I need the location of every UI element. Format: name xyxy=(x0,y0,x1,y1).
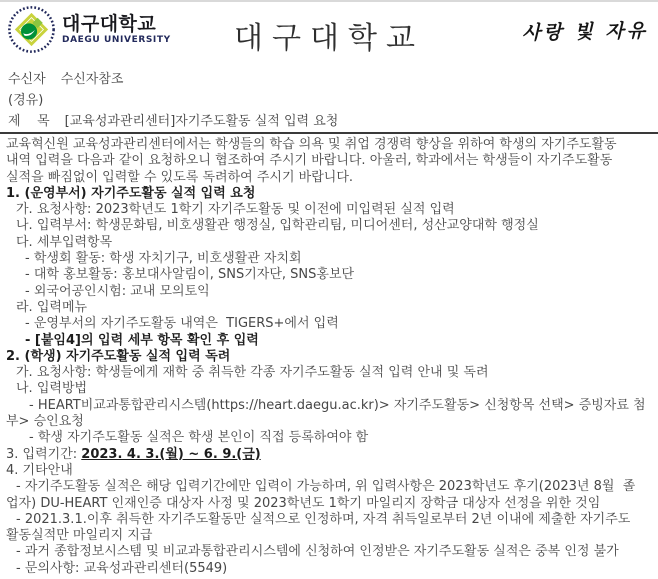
recipient-line xyxy=(8,69,650,90)
doc-line: - 학생 자기주도활동 실적은 학생 본인이 직접 등록하여야 함 xyxy=(29,430,369,446)
doc-line: 실적을 빠짐없이 입력할 수 있도록 독려하여 주시기 바랍니다. xyxy=(6,169,354,185)
doc-line: - 외국어공인시험: 교내 모의토익 xyxy=(25,283,210,299)
doc-line: 가. 요청사항: 학생들에게 재학 중 취득한 각종 자기주도활동 실적 입력 안내 및 독려 xyxy=(16,365,489,381)
doc-line: - 학생회 활동: 학생 자치기구, 비호생활관 자치회 xyxy=(25,251,302,267)
document-header xyxy=(0,2,658,60)
document-title: 대구대학교 xyxy=(234,21,424,56)
doc-line: - 자기주도활동 실적은 해당 입력기간에만 입력이 가능하며, 위 입력사항은 2023학년도 후기(2023년 8월 졸 xyxy=(16,479,636,495)
doc-line: 2. (학생) 자기주도활동 실적 입력 독려 xyxy=(6,348,231,364)
doc-line: - HEART비교과통합관리시스템(https://heart.daegu.ac.kr)> 자기주도활동> 신청항목 선택> 증빙자료 첨 xyxy=(29,397,646,413)
doc-line: 다. 세부입력항목 xyxy=(16,234,113,250)
doc-line: 나. 입력방법 xyxy=(16,381,88,397)
subject-label: 제 목 xyxy=(8,114,50,129)
doc-line: - 과거 종합정보시스템 및 비교과통합관리시스템에 신청하여 인정받은 자기주도활동 실적은 중복 인정 불가 xyxy=(16,544,619,560)
logo-name-korean: 대구대학교 xyxy=(62,12,157,35)
logo-name-english: DAEGU UNIVERSITY xyxy=(62,34,171,45)
doc-line: 3. 입력기간: 2023. 4. 3.(월) ~ 6. 9.(금) xyxy=(6,446,261,462)
doc-line: 업자) DU-HEART 인재인증 대상자 사정 및 2023학년도 1학기 마일리지 장학금 대상자 선정을 위한 것임 xyxy=(6,495,601,511)
doc-line: 내역 입력을 다음과 같이 요청하오니 협조하여 주시기 바랍니다. 아울러, 학과에서는 학생들이 자기주도활동 xyxy=(6,153,613,169)
doc-line: 부> 승인요청 xyxy=(6,414,84,430)
university-seal-icon xyxy=(8,6,55,53)
doc-line: - 대학 홍보활동: 홍보대사알림이, SNS기자단, SNS홍보단 xyxy=(25,267,355,283)
university-motto: 사랑 빛 자유 xyxy=(521,19,649,45)
logo-text xyxy=(62,14,171,46)
doc-line: - [붙임4]의 입력 세부 항목 확인 후 입력 xyxy=(25,332,259,348)
document-body xyxy=(0,134,658,577)
subject-value: [교육성과관리센터]자기주도활동 실적 입력 요청 xyxy=(64,114,339,129)
university-logo xyxy=(8,6,171,53)
doc-line: - 운영부서의 자기주도활동 내역은 TIGERS+에서 입력 xyxy=(25,316,339,332)
document-meta xyxy=(0,60,658,132)
doc-line: - 2021.3.1.이후 취득한 자기주도활동만 실적으로 인정하며, 자격 취득일로부터 2년 이내에 제출한 자기주도 xyxy=(16,511,631,527)
subject-line xyxy=(8,111,650,132)
doc-line: 1. (운영부서) 자기주도활동 실적 입력 요청 xyxy=(6,185,256,201)
doc-line: - 문의사항: 교육성과관리센터(5549) xyxy=(16,560,228,576)
via-line: (경유) xyxy=(8,93,44,108)
doc-line: 나. 입력부서: 학생문화팀, 비호생활관 행정실, 입학관리팀, 미디어센터, 성산교양대학 행정실 xyxy=(16,218,539,234)
doc-line: 활동실적만 마일리지 지급 xyxy=(6,528,153,544)
doc-line: 교육혁신원 교육성과관리센터에서는 학생들의 학습 의욕 및 취업 경쟁력 향상을 위하여 학생의 자기주도활동 xyxy=(6,137,617,152)
recipient-label: 수신자 xyxy=(8,72,46,87)
doc-line: 4. 기타안내 xyxy=(6,462,73,478)
doc-line: 가. 요청사항: 2023학년도 1학기 자기주도활동 및 이전에 미입력된 실적 입력 xyxy=(16,202,455,218)
recipient-value: 수신자참조 xyxy=(60,72,124,87)
doc-line: 라. 입력메뉴 xyxy=(16,299,88,315)
